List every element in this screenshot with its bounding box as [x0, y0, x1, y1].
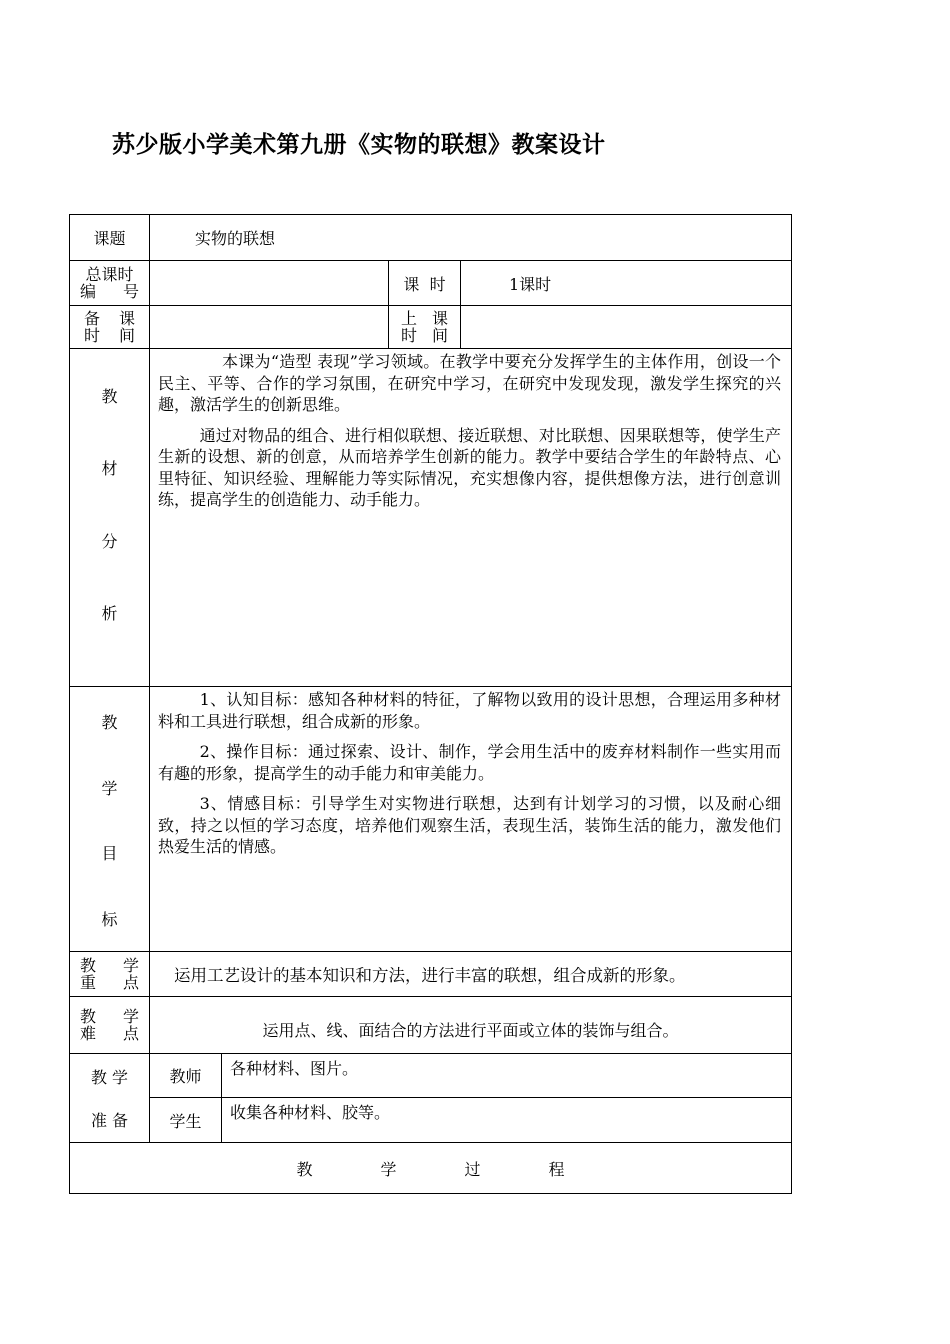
student-materials: 收集各种材料、胶等。: [222, 1098, 792, 1143]
objectives-content: [150, 687, 792, 952]
difficulties-value: 运用点、线、面结合的方法进行平面或立体的装饰与组合。: [150, 997, 792, 1054]
topic-row: [70, 215, 792, 261]
prep-time-value: [150, 306, 389, 349]
analysis-paragraph-1: 本课为“造型 表现”学习领域。在教学中要充分发挥学生的主体作用，创设一个民主、平等、合作的学习氛围，在研究中学习，在研究中发现发现，激发学生探究的兴趣，激活学生的创新思维。: [158, 352, 782, 414]
total-hours-label: 总课时 编 号: [70, 261, 150, 306]
topic-value: 实物的联想: [150, 215, 792, 261]
analysis-row: [70, 349, 792, 687]
difficulties-row: [70, 997, 792, 1054]
total-hours-value: [150, 261, 389, 306]
time-row: [70, 306, 792, 349]
prep-time-label: 备 课 时 间: [70, 306, 150, 349]
analysis-label: 教 材 分 析: [70, 349, 150, 687]
prep-teacher-row: [70, 1054, 792, 1098]
student-label: 学生: [150, 1098, 222, 1143]
class-hours-label: 课 时: [389, 261, 461, 306]
objectives-label: 教 学 目 标: [70, 687, 150, 952]
teacher-label: 教师: [150, 1054, 222, 1098]
objectives-row: [70, 687, 792, 952]
topic-label: 课题: [70, 215, 150, 261]
key-points-label: 教 学 重 点: [70, 952, 150, 997]
analysis-content: [150, 349, 792, 687]
class-hours-value: 1课时: [461, 261, 792, 306]
hours-row: [70, 261, 792, 306]
class-time-label: 上 课 时 间: [389, 306, 461, 349]
prep-student-row: [70, 1098, 792, 1143]
key-points-row: [70, 952, 792, 997]
analysis-paragraph-2: 通过对物品的组合、进行相似联想、接近联想、对比联想、因果联想等，使学生产生新的设想、新的创意，从而培养学生创新的能力。教学中要结合学生的年龄特点、心里特征、知识经验、理解能力等实际情况，充实想像内容，提供想像方法，进行创意训练，提高学生的创造能力、动手能力。: [158, 425, 782, 509]
objective-operation: 2、操作目标：通过探索、设计、制作，学会用生活中的废弃材料制作一些实用而有趣的形象，提高学生的动手能力和审美能力。: [158, 742, 782, 783]
process-row: [70, 1143, 792, 1194]
objective-emotion: 3、情感目标：引导学生对实物进行联想，达到有计划学习的习惯，以及耐心细致，持之以恒的学习态度，培养他们观察生活，表现生活，装饰生活的能力，激发他们热爱生活的情感。: [158, 794, 782, 856]
objective-cognitive: 1、认知目标：感知各种材料的特征，了解物以致用的设计思想，合理运用多种材料和工具进行联想，组合成新的形象。: [158, 690, 782, 731]
document-title: 苏少版小学美术第九册《实物的联想》教案设计: [112, 131, 606, 158]
teacher-materials: 各种材料、图片。: [222, 1054, 792, 1098]
class-time-value: [461, 306, 792, 349]
key-points-value: 运用工艺设计的基本知识和方法，进行丰富的联想，组合成新的形象。: [150, 952, 792, 997]
process-heading: 教 学 过 程: [70, 1143, 792, 1194]
lesson-plan-table: [69, 214, 792, 1194]
preparation-label: 教 学 准 备: [70, 1054, 150, 1143]
difficulties-label: 教 学 难 点: [70, 997, 150, 1054]
